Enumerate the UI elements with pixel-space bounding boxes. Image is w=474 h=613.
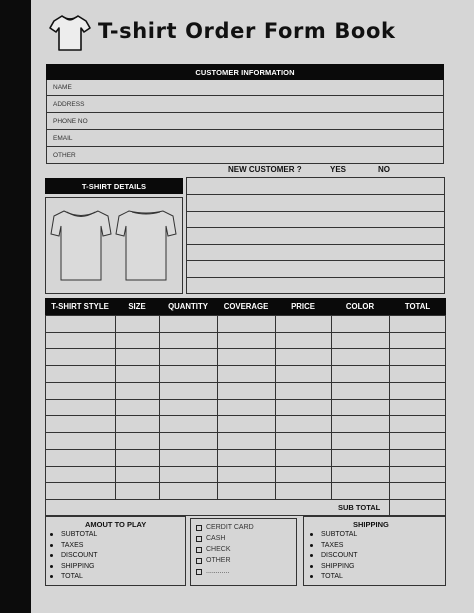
col-tshirt-style: T-SHIRT STYLE	[51, 302, 109, 311]
checkbox-icon	[196, 547, 202, 553]
shipping-total: TOTAL	[310, 573, 343, 580]
shipping-taxes: TAXES	[310, 542, 343, 549]
notes-lines-box[interactable]	[186, 177, 445, 294]
amount-shipping: SHIPPING	[50, 563, 94, 570]
payment-check[interactable]: CHECK	[196, 546, 231, 553]
email-label: EMAIL	[53, 134, 73, 142]
checkbox-icon	[196, 525, 202, 531]
other-field[interactable]	[46, 147, 444, 164]
subtotal-label: SUB TOTAL	[338, 503, 381, 512]
col-price: PRICE	[291, 302, 315, 311]
book-spine	[0, 0, 31, 613]
other-label: OTHER	[53, 151, 76, 159]
col-total: TOTAL	[404, 302, 431, 311]
phone-field[interactable]	[46, 113, 444, 130]
amount-discount: DISCOUNT	[50, 552, 98, 559]
order-table-header	[45, 298, 446, 315]
payment-other[interactable]: OTHER	[196, 557, 231, 564]
name-label: NAME	[53, 84, 72, 91]
shipping-discount: DISCOUNT	[310, 552, 358, 559]
address-label: ADDRESS	[53, 100, 85, 108]
shipping-subtotal: SUBTOTAL	[310, 531, 357, 538]
shipping-title: SHIPPING	[353, 520, 389, 529]
amount-taxes: TAXES	[50, 542, 83, 549]
title-row	[48, 13, 448, 55]
shipping-shipping: SHIPPING	[310, 563, 354, 570]
col-color: COLOR	[345, 302, 375, 311]
checkbox-icon	[196, 536, 202, 542]
tshirt-front-back-icon	[46, 198, 182, 293]
col-coverage: COVERAGE	[223, 302, 269, 311]
payment-credit-card[interactable]: CERDIT CARD	[196, 524, 254, 531]
order-table-body[interactable]	[45, 315, 446, 500]
checkbox-icon	[196, 569, 202, 575]
col-quantity: QUANTITY	[168, 302, 208, 311]
amount-subtotal: SUBTOTAL	[50, 531, 97, 538]
new-customer-no[interactable]: NO	[378, 165, 390, 174]
phone-label: PHONE NO	[53, 117, 88, 125]
address-field[interactable]	[46, 96, 444, 113]
payment-cash[interactable]: CASH	[196, 535, 225, 542]
new-customer-label: NEW CUSTOMER ?	[228, 165, 302, 174]
checkbox-icon	[196, 558, 202, 564]
email-field[interactable]	[46, 130, 444, 147]
name-field[interactable]	[46, 80, 444, 96]
amount-to-play-title: AMOUT TO PLAY	[85, 520, 147, 529]
subtotal-row[interactable]	[45, 500, 446, 516]
tshirt-icon	[48, 13, 92, 53]
tshirt-details-header: T-SHIRT DETAILS	[45, 178, 183, 194]
amount-total: TOTAL	[50, 573, 83, 580]
tshirt-diagram-box	[45, 197, 183, 294]
customer-information-header: CUSTOMER INFORMATION	[46, 64, 444, 80]
col-size: SIZE	[128, 302, 146, 311]
payment-blank[interactable]: ............	[196, 568, 229, 575]
page-title: T-shirt Order Form Book	[98, 19, 396, 43]
new-customer-yes[interactable]: YES	[330, 165, 347, 174]
